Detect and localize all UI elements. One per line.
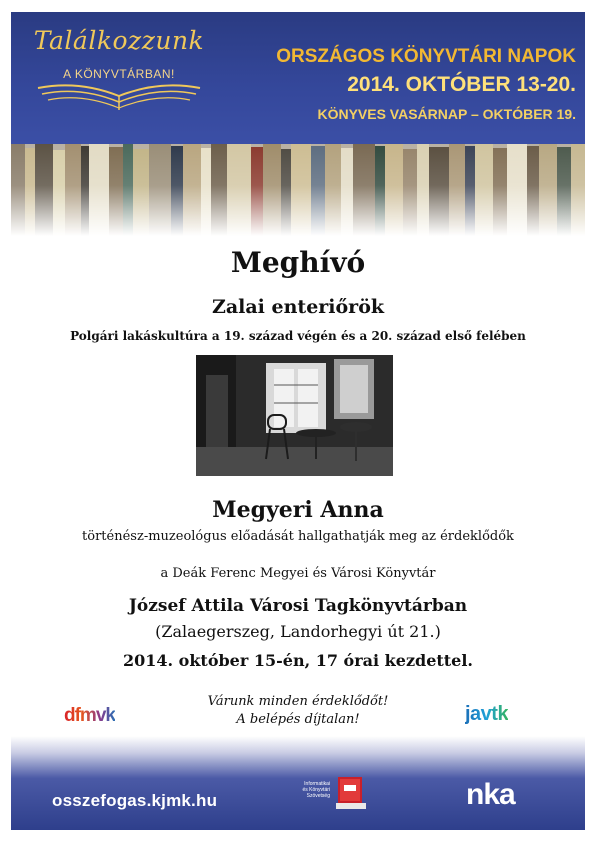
free-entry-text: A belépés díjtalan!	[236, 712, 360, 727]
welcome-text: Várunk minden érdeklődőt!	[207, 694, 389, 709]
event-name: ORSZÁGOS KÖNYVTÁRI NAPOK	[276, 46, 576, 67]
venue-address: (Zalaegerszeg, Landorhegyi út 21.)	[155, 622, 441, 641]
ikssz-logo	[294, 769, 374, 817]
nka-logo: nka	[466, 778, 515, 811]
javtk-logo-text: javtk	[465, 703, 509, 725]
event-logo	[26, 26, 212, 128]
dfmvk-logo	[64, 705, 115, 727]
dfmvk-logo-text: dfmvk	[64, 705, 115, 726]
event-sunday: KÖNYVES VASÁRNAP – OKTÓBER 19.	[317, 106, 576, 122]
host-library: a Deák Ferenc Megyei és Városi Könyvtár	[160, 566, 436, 581]
bookshelf-image	[11, 144, 585, 236]
venue-name: József Attila Városi Tagkönyvtárban	[128, 596, 468, 616]
book-emblem-icon	[334, 775, 368, 811]
website-link[interactable]: osszefogas.kjmk.hu	[52, 791, 218, 810]
shelf-fade-overlay	[11, 144, 585, 236]
event-dates: 2014. OKTÓBER 13-20.	[347, 73, 576, 96]
speaker-name: Megyeri Anna	[212, 497, 384, 523]
speaker-description: történész-muzeológus előadását hallgathatják meg az érdeklődők	[82, 529, 514, 544]
javtk-logo	[465, 703, 508, 726]
page-title: Meghívó	[230, 246, 366, 279]
open-book-icon	[34, 82, 204, 112]
logo-script-text: Találkozzunk	[33, 26, 205, 55]
event-datetime: 2014. október 15-én, 17 órai kezdettel.	[123, 651, 473, 670]
lecture-description: Polgári lakáskultúra a 19. század végén és a 20. század első felében	[70, 329, 526, 343]
ikssz-logo-text: Informatikai és Könyvtári Szövetség	[302, 781, 330, 799]
interior-photo	[196, 355, 393, 476]
lecture-title: Zalai enteriőrök	[211, 296, 385, 318]
logo-subtitle: A KÖNYVTÁRBAN!	[63, 67, 175, 81]
